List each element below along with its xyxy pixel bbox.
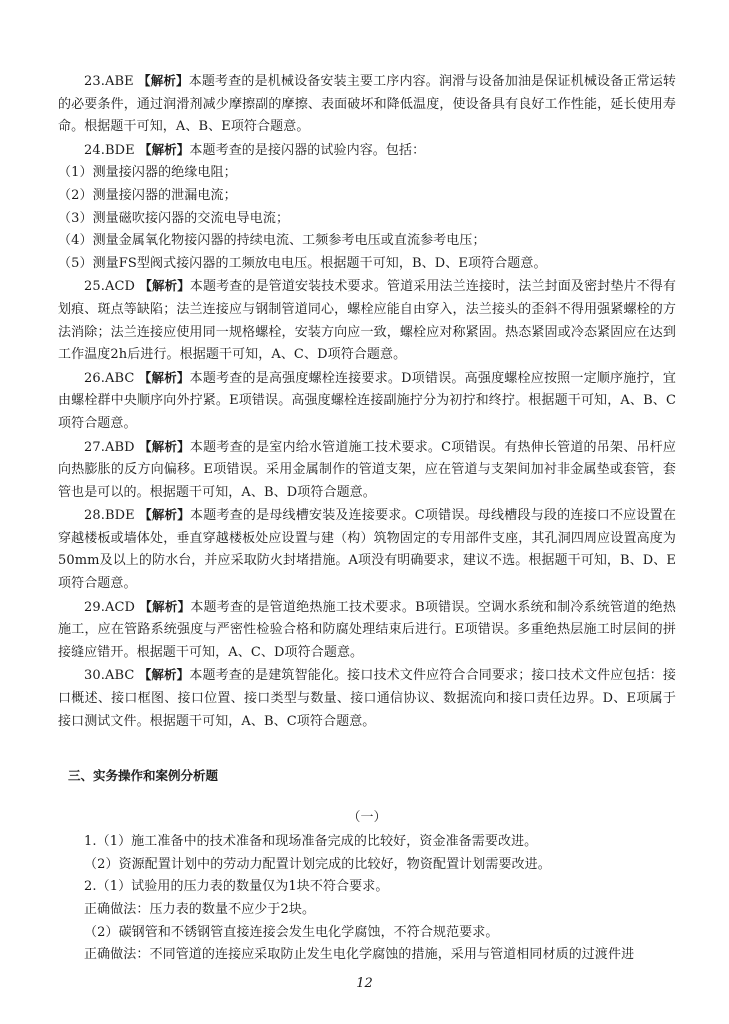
answer-24-item: （3）测量磁吹接闪器的交流电导电流； bbox=[58, 210, 290, 226]
answer-29: 29.ACD 【解析】本题考查的是管道绝热施工技术要求。B项错误。空调水系统和制冷系统管道的绝热施工，应在管路系统强度与严密性检验合格和防腐处理结束后进行。E项错误。多重绝热层施工时层间的拼接缝应错开。根据题干可知，A、C、D项符合题意。 bbox=[58, 598, 676, 660]
case-line: （2）资源配置计划中的劳动力配置计划完成的比较好，物资配置计划需要改进。 bbox=[84, 856, 551, 872]
answer-23: 23.ABE 【解析】本题考查的是机械设备安装主要工序内容。润滑与设备加油是保证机械设备正常运转的必要条件，通过润滑剂减少摩擦副的摩擦、表面破坏和降低温度，使设备具有良好工作性能，延长使用寿命。根据题干可知，A、B、E项符合题意。 bbox=[58, 73, 676, 135]
answer-27: 27.ABD 【解析】本题考查的是室内给水管道施工技术要求。C项错误。有热伸长管道的吊架、吊杆应向热膨胀的反方向偏移。E项错误。采用金属制作的管道支架，应在管道与支架间加衬非金属垫或套管，套管也是可以的。根据题干可知，A、B、D项符合题意。 bbox=[58, 438, 676, 500]
answer-30: 30.ABC 【解析】本题考查的是建筑智能化。接口技术文件应符合合同要求；接口技术文件应包括：接口概述、接口框图、接口位置、接口类型与数量、接口通信协议、数据流向和接口责任边界。D、E项属于接口测试文件。根据题干可知，A、B、C项符合题意。 bbox=[58, 667, 677, 729]
answer-25: 25.ACD 【解析】本题考查的是管道安装技术要求。管道采用法兰连接时，法兰封面及密封垫片不得有划痕、斑点等缺陷；法兰连接应与钢制管道同心，螺栓应能自由穿入，法兰接头的歪斜不得用强紧螺栓的方法消除；法兰连接应使用同一规格螺栓，安装方向应一致，螺栓应对称紧固。热态紧固或冷态紧固应在达到工作温度2h后进行。根据题干可知，A、C、D项符合题意。 bbox=[58, 278, 677, 363]
answer-28: 28.BDE 【解析】本题考查的是母线槽安装及连接要求。C项错误。母线槽段与段的连接口不应设置在穿越楼板或墙体处，垂直穿越楼板处应设置与建（构）筑物固定的专用部件支座，其孔洞四周应设置高度为50mm及以上的防水台，并应采取防火封堵措施。A项没有明确要求，建议不选。根据题干可知，B、D、E项符合题意。 bbox=[58, 507, 676, 592]
page-number: 12 bbox=[356, 976, 373, 991]
case-line: （2）碳钢管和不锈钢管直接连接会发生电化学腐蚀，不符合规范要求。 bbox=[84, 924, 499, 940]
answer-26: 26.ABC 【解析】本题考查的是高强度螺栓连接要求。D项错误。高强度螺栓应按照一定顺序施拧，宜由螺栓群中央顺序向外拧紧。E项错误。高强度螺栓连接副施拧分为初拧和终拧。根据题干可知，A、B、C项符合题意。 bbox=[58, 369, 677, 431]
case-line: 正确做法：压力表的数量不应少于2块。 bbox=[84, 902, 316, 917]
case-title: （一） bbox=[347, 810, 387, 826]
answer-24-item: （1）测量接闪器的绝缘电阻； bbox=[58, 165, 237, 181]
case-line: 正确做法：不同管道的连接应采取防止发生电化学腐蚀的措施，采用与管道相同材质的过渡件进 bbox=[84, 947, 635, 963]
section-title: 三、实务操作和案例分析题 bbox=[68, 768, 219, 784]
answer-24: 24.BDE 【解析】本题考查的是接闪器的试验内容。包括： bbox=[84, 141, 426, 158]
answer-24-item: （2）测量接闪器的泄漏电流； bbox=[58, 187, 237, 203]
page-content bbox=[58, 70, 676, 967]
answer-24-item: （4）测量金属氧化物接闪器的持续电流、工频参考电压或直流参考电压； bbox=[58, 233, 486, 249]
case-line: 2.（1）试验用的压力表的数量仅为1块不符合要求。 bbox=[84, 879, 389, 895]
case-line: 1.（1）施工准备中的技术准备和现场准备完成的比较好，资金准备需要改进。 bbox=[84, 834, 538, 850]
answer-24-item: （5）测量FS型阀式接闪器的工频放电电压。根据题干可知，B、D、E项符合题意。 bbox=[58, 255, 547, 271]
